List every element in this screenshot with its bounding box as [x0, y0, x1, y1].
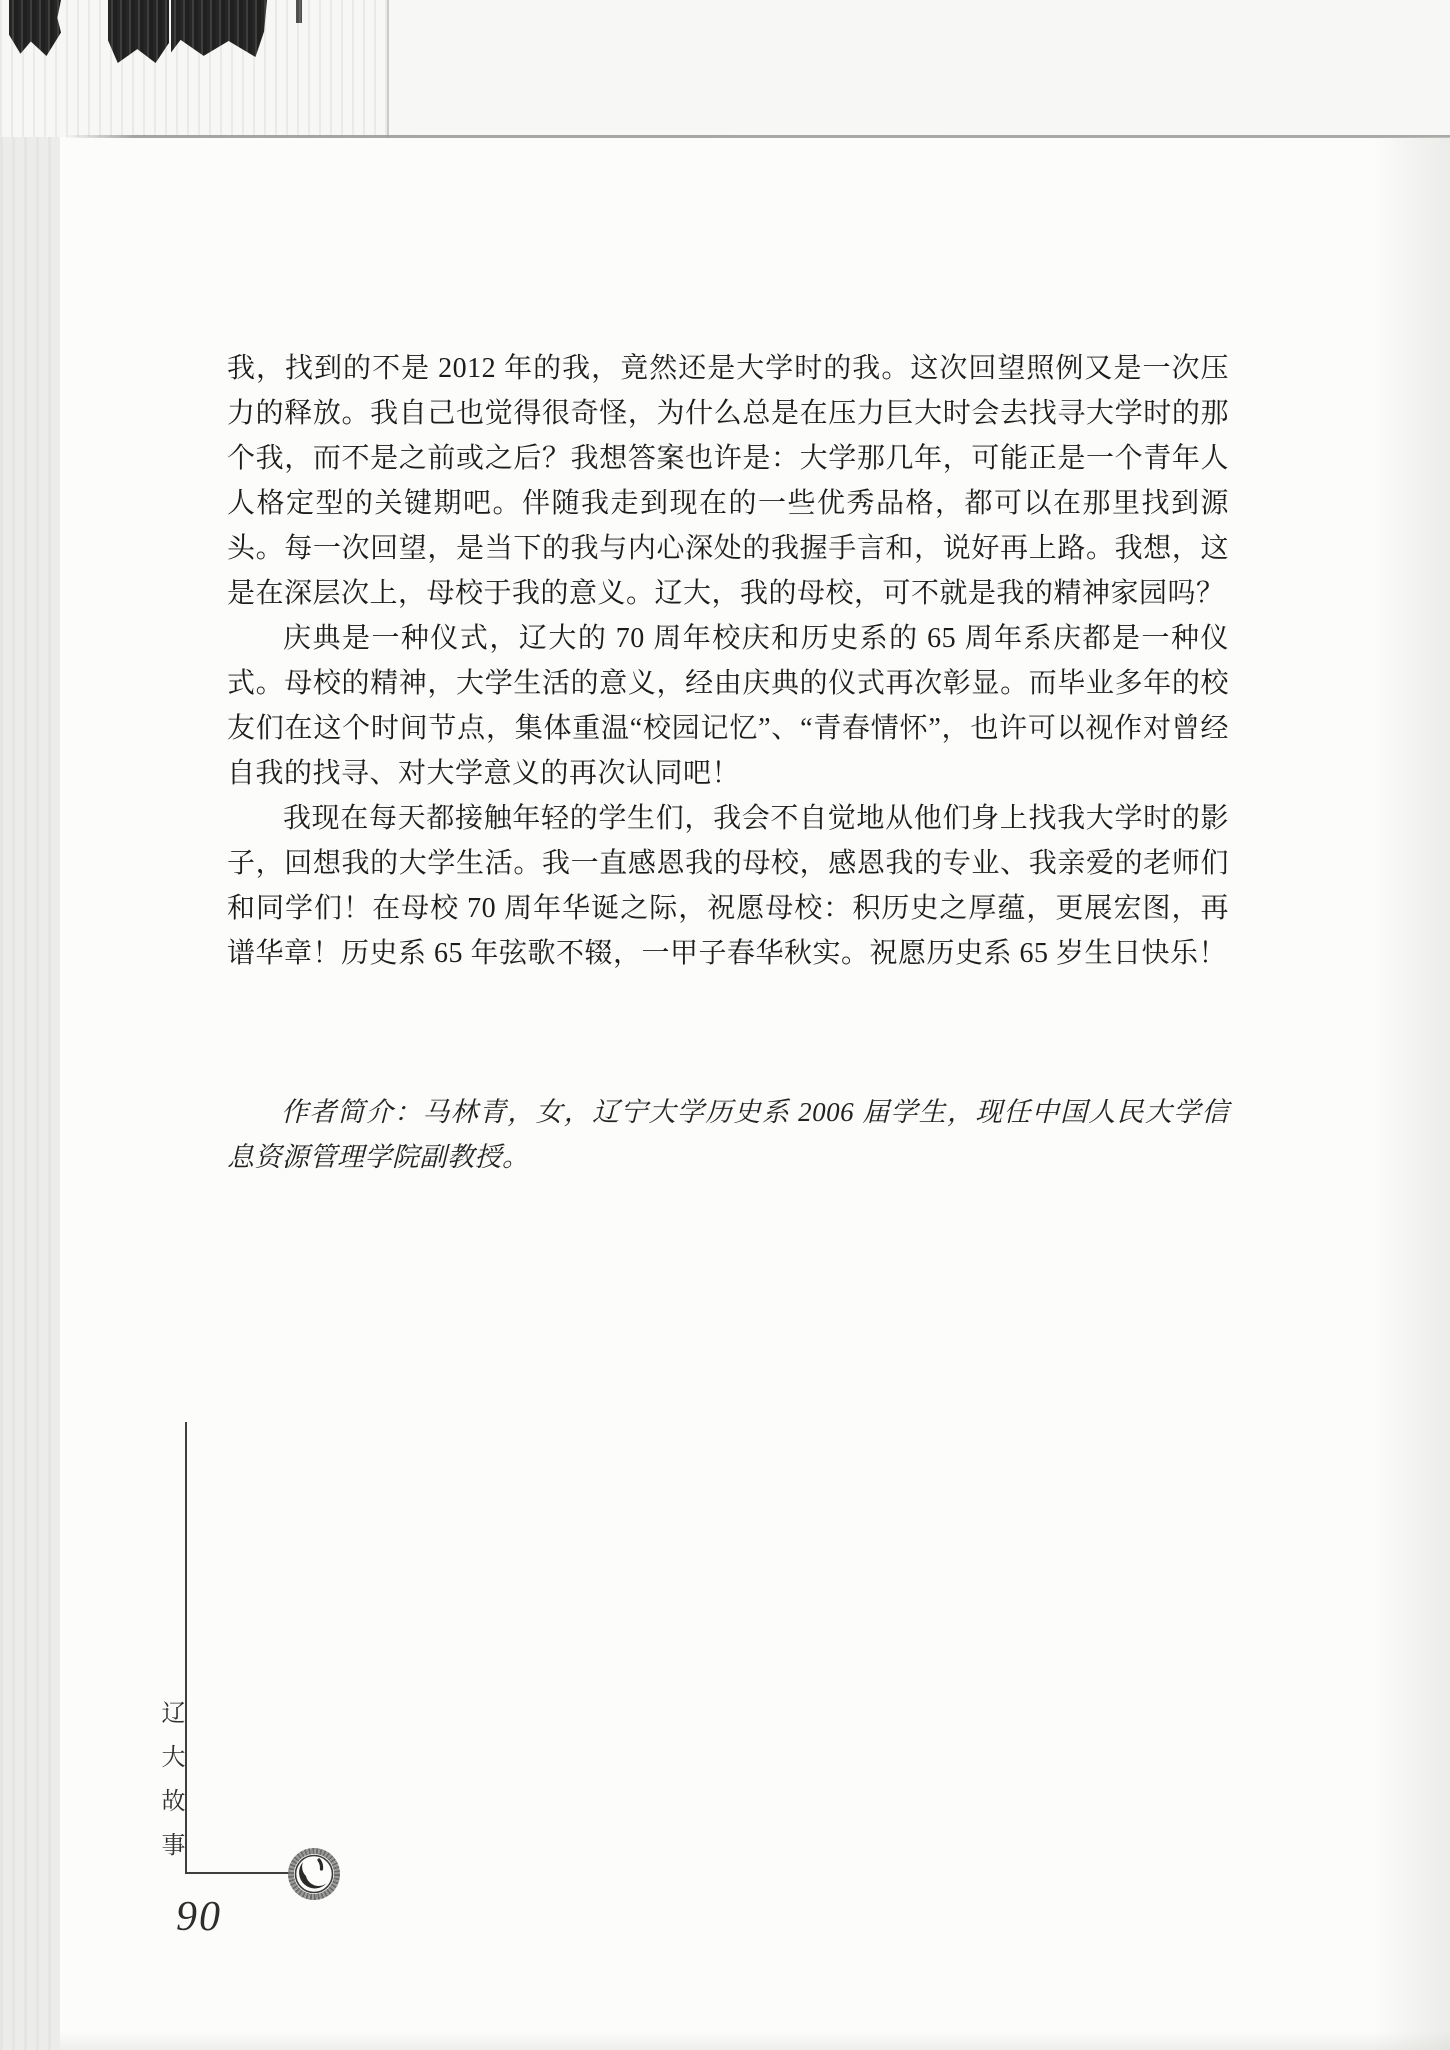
scan-top-strip — [0, 0, 1450, 137]
page-number: 90 — [176, 1894, 222, 1940]
page-bottom-shadow — [60, 2032, 1450, 2050]
body-paragraph: 我现在每天都接触年轻的学生们，我会不自觉地从他们身上找我大学时的影子，回想我的大学生活。我一直感恩我的母校，感恩我的专业、我亲爱的老师们和同学们！在母校 70 周年华诞之际，祝愿母校：积历史之厚蕴，更展宏图，再谱华章！历史系 65 年弦歌不辍，一甲子春华秋实。祝愿历史系 65 岁生日快乐！ — [227, 803, 1229, 969]
author-bio: 作者简介：马林青，女，辽宁大学历史系 2006 届学生，现任中国人民大学信息资源管理学院副教授。 — [227, 1097, 1229, 1172]
sidebar-horizontal-rule — [185, 1872, 289, 1874]
page-crease-line — [387, 0, 389, 137]
body-text — [227, 346, 1229, 976]
body-paragraph: 庆典是一种仪式，辽大的 70 周年校庆和历史系的 65 周年系庆都是一种仪式。母校的精神，大学生活的意义，经由庆典的仪式再次彰显。而毕业多年的校友们在这个时间节点，集体重温“校园记忆”、“青春情怀”，也许可以视作对曾经自我的找寻、对大学意义的再次认同吧！ — [227, 623, 1229, 789]
left-margin — [0, 137, 60, 2050]
body-paragraph: 我，找到的不是 2012 年的我，竟然还是大学时的我。这次回望照例又是一次压力的释放。我自己也觉得很奇怪，为什么总是在压力巨大时会去找寻大学时的那个我，而不是之前或之后？我想答案也许是：大学那几年，可能正是一个青年人人格定型的关键期吧。伴随我走到现在的一些优秀品格，都可以在那里找到源头。每一次回望，是当下的我与内心深处的我握手言和，说好再上路。我想，这是在深层次上，母校于我的意义。辽大，我的母校，可不就是我的精神家园吗？ — [227, 353, 1229, 609]
circular-stamp-icon — [286, 1846, 342, 1902]
scan-artifact-mark — [296, 0, 302, 23]
page-right-shadow — [1372, 137, 1450, 2050]
page-top-edge — [64, 135, 1450, 138]
series-title-vertical: 辽大故事 — [157, 1700, 183, 1876]
